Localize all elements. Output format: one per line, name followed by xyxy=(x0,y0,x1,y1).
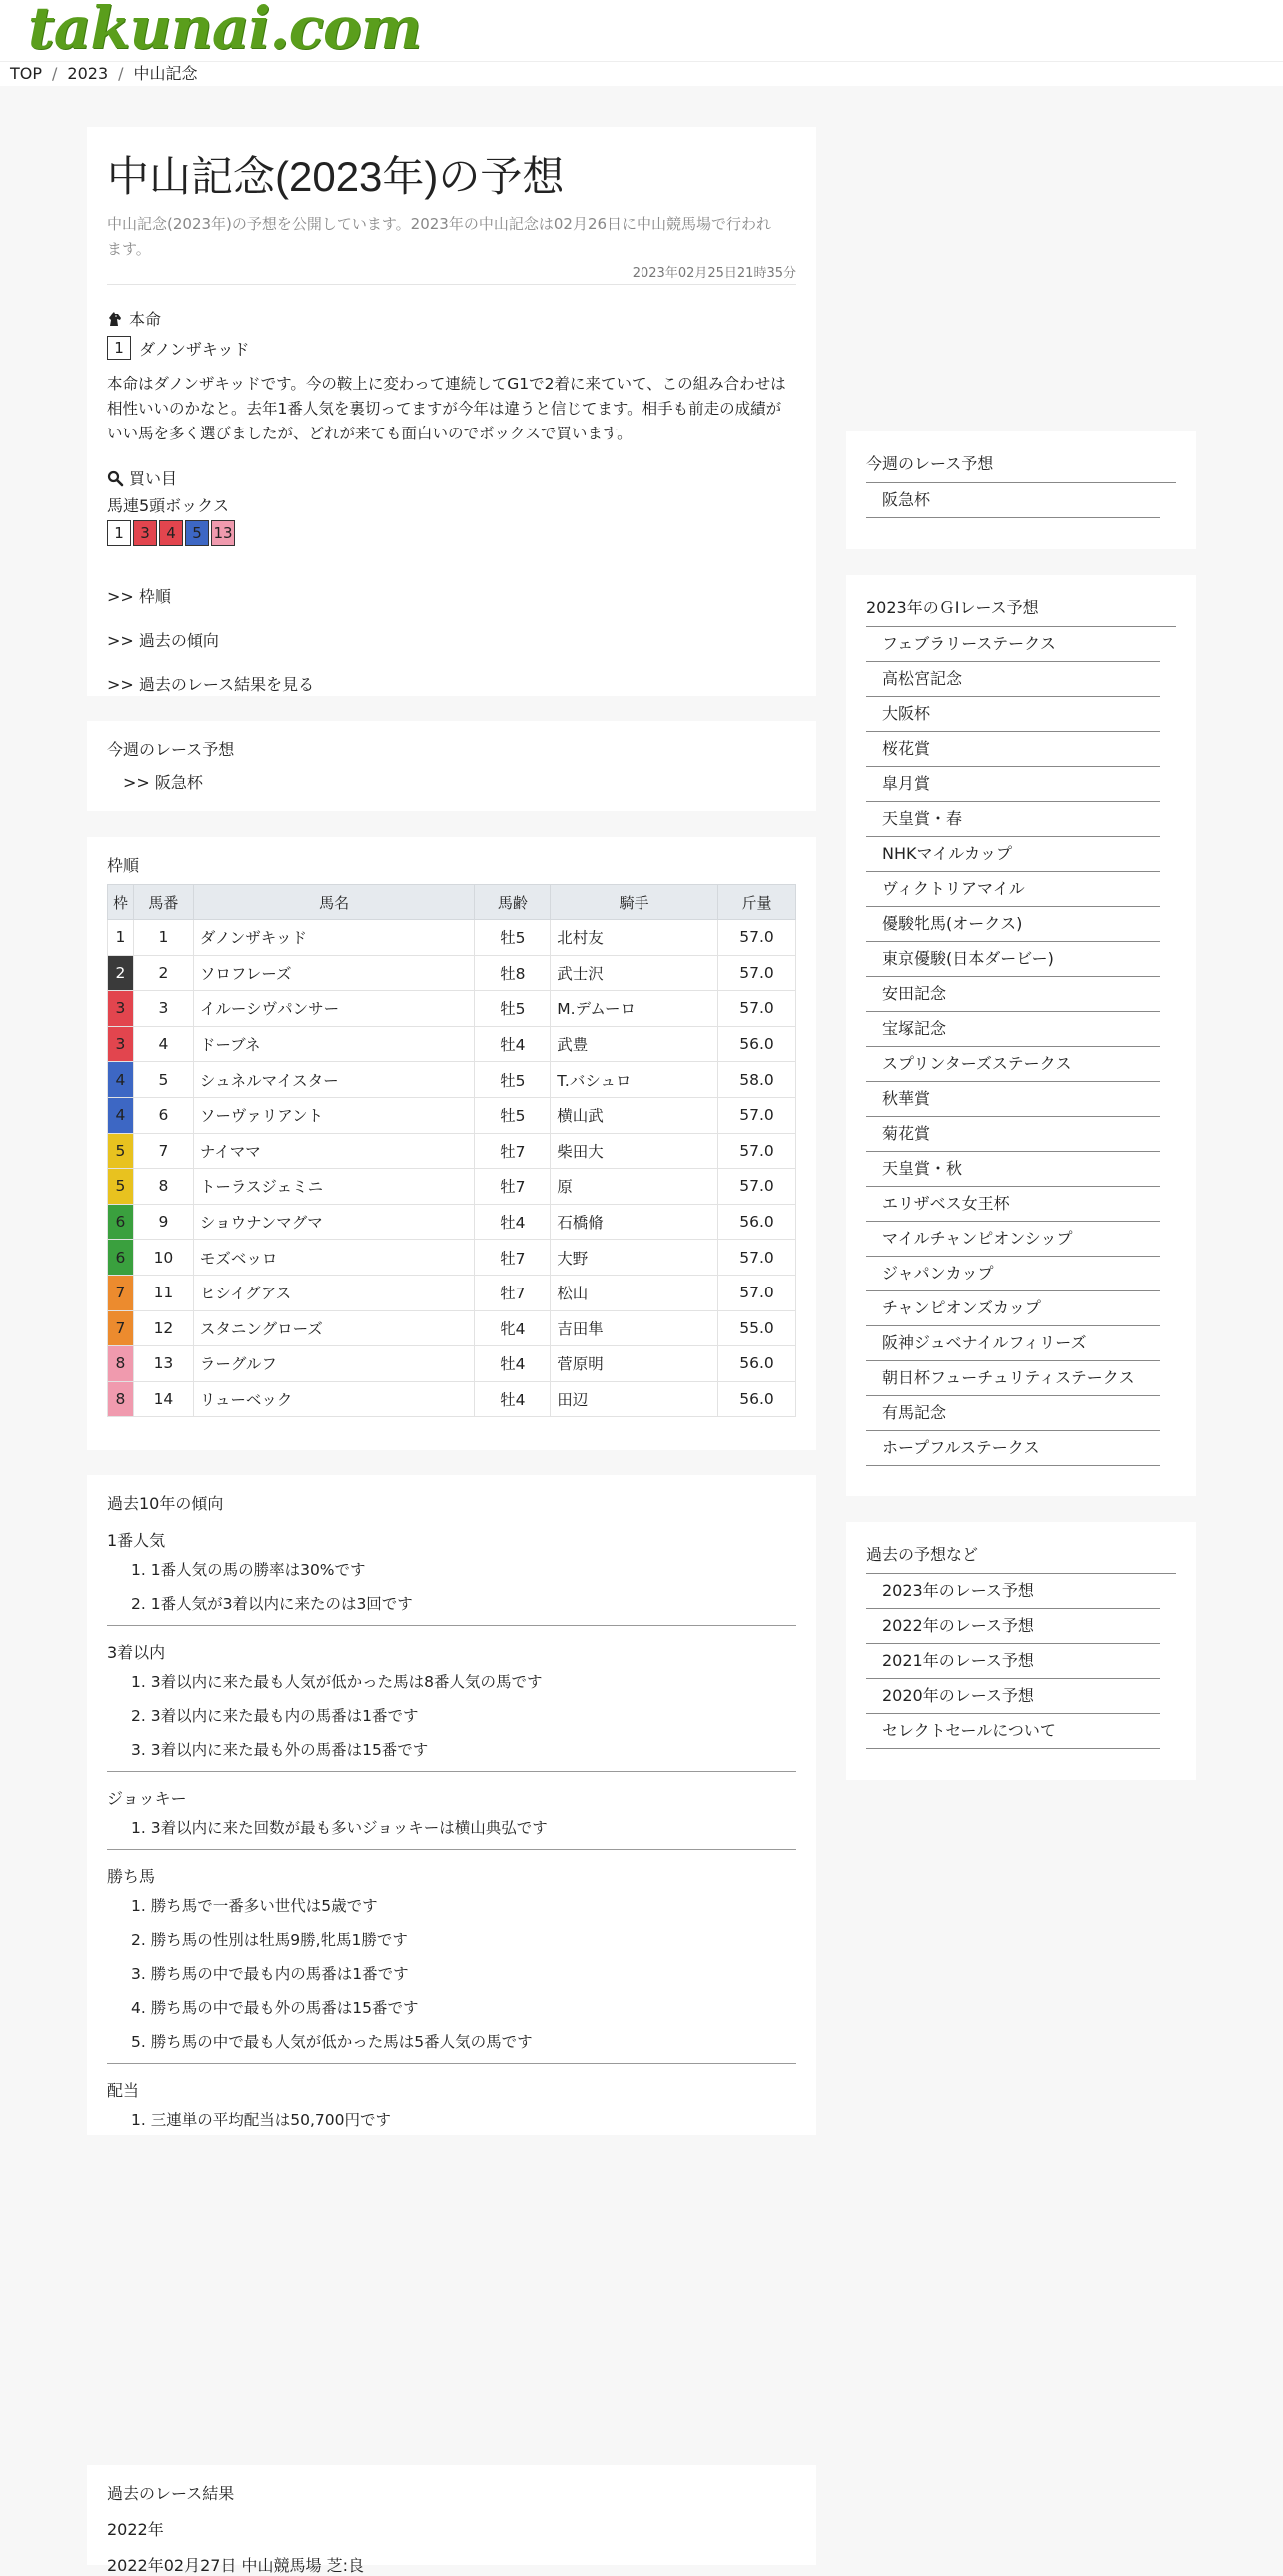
prediction-comment: 本命はダノンザキッドです。今の鞍上に変わって連続してG1で2着に来ていて、この組み合わせは相性いいのかなと。去年1番人気を裏切ってますが今年は違うと信じてます。相手も前走の成績がいい馬を多く選びましたが、どれが来ても面白いのでボックスで買います。 xyxy=(107,375,786,442)
results-year: 2022年 xyxy=(107,2520,164,2539)
table-row xyxy=(108,1026,796,1062)
sidebar-weekly xyxy=(846,431,1196,549)
weight-cell: 56.0 xyxy=(718,1346,796,1382)
weight-cell: 58.0 xyxy=(718,1062,796,1098)
waku-cell: 8 xyxy=(108,1381,134,1417)
trend-item: 1. 1番人気の馬の勝率は30%です xyxy=(131,1561,366,1579)
weight-cell: 57.0 xyxy=(718,920,796,956)
trend-item: 1. 3着以内に来た最も人気が低かった馬は8番人気の馬です xyxy=(131,1673,543,1691)
horse-name-cell: ダノンザキッド xyxy=(193,920,475,956)
jockey-cell: T.バシュロ xyxy=(551,1062,718,1098)
umaban-cell: 13 xyxy=(133,1346,193,1382)
umaban-cell: 6 xyxy=(133,1097,193,1133)
age-cell: 牡7 xyxy=(475,1169,551,1205)
table-row xyxy=(108,1346,796,1382)
horse-name-cell: モズベッロ xyxy=(193,1240,475,1276)
sidebar-g1-title: 2023年のＧⅠレース予想 xyxy=(866,595,1176,627)
weight-cell: 56.0 xyxy=(718,1026,796,1062)
trend-item: 1. 3着以内に来た回数が最も多いジョッキーは横山典弘です xyxy=(131,1819,548,1837)
waku-cell: 8 xyxy=(108,1346,134,1382)
horse-name-cell: ナイママ xyxy=(193,1133,475,1169)
weight-cell: 55.0 xyxy=(718,1310,796,1346)
table-row xyxy=(108,1133,796,1169)
trend-title: 過去10年の傾向 xyxy=(107,1494,224,1513)
breadcrumb-current: 中山記念 xyxy=(133,64,198,83)
col-umaban: 馬番 xyxy=(133,885,193,920)
sidebar-weekly-title: 今週のレース予想 xyxy=(866,451,1176,483)
article-links xyxy=(107,584,796,695)
jockey-cell: 北村友 xyxy=(551,920,718,956)
sidebar-g1-link[interactable]: エリザベス女王杯 xyxy=(866,1187,1160,1222)
breadcrumb-separator: / xyxy=(52,64,58,83)
sidebar-g1-link[interactable]: 桜花賞 xyxy=(866,732,1160,767)
results-title: 過去のレース結果 xyxy=(107,2484,235,2503)
sidebar-g1-link[interactable]: 安田記念 xyxy=(866,977,1160,1012)
umaban-cell: 5 xyxy=(133,1062,193,1098)
sidebar-g1-link[interactable]: 大阪杯 xyxy=(866,697,1160,732)
sidebar-g1-link[interactable]: 秋華賞 xyxy=(866,1082,1160,1117)
horse-name-cell: ソロフレーズ xyxy=(193,955,475,991)
sidebar-g1-link[interactable]: 有馬記念 xyxy=(866,1396,1160,1431)
sidebar-g1-link[interactable]: 阪神ジュベナイルフィリーズ xyxy=(866,1326,1160,1361)
table-row xyxy=(108,1381,796,1417)
jockey-cell: 菅原明 xyxy=(551,1346,718,1382)
sidebar-past-link[interactable]: 2021年のレース予想 xyxy=(866,1644,1160,1679)
publish-date: 2023年02月25日21時35分 xyxy=(107,262,796,285)
jockey-cell: 大野 xyxy=(551,1240,718,1276)
sidebar-past-link[interactable]: 2022年のレース予想 xyxy=(866,1609,1160,1644)
trend-item: 2. 勝ち馬の性別は牡馬9勝,牝馬1勝です xyxy=(131,1931,408,1949)
sidebar-g1-link[interactable]: スプリンターズステークス xyxy=(866,1047,1160,1082)
search-icon xyxy=(107,470,123,486)
waku-cell: 3 xyxy=(108,1026,134,1062)
table-row xyxy=(108,1310,796,1346)
col-age: 馬齢 xyxy=(475,885,551,920)
sidebar-g1-link[interactable]: チャンピオンズカップ xyxy=(866,1291,1160,1326)
sidebar-g1-link[interactable]: 東京優駿(日本ダービー) xyxy=(866,942,1160,977)
horse-name-cell: イルーシヴパンサー xyxy=(193,991,475,1027)
weight-cell: 57.0 xyxy=(718,991,796,1027)
age-cell: 牡4 xyxy=(475,1381,551,1417)
waku-cell: 6 xyxy=(108,1204,134,1240)
jockey-cell: 武豊 xyxy=(551,1026,718,1062)
bet-number-box: 3 xyxy=(133,520,157,546)
sidebar-g1-link[interactable]: NHKマイルカップ xyxy=(866,837,1160,872)
jockey-cell: 田辺 xyxy=(551,1381,718,1417)
honmei-label: 本命 xyxy=(129,310,162,329)
sidebar-g1-link[interactable]: マイルチャンピオンシップ xyxy=(866,1222,1160,1257)
col-horse-name: 馬名 xyxy=(193,885,475,920)
table-row xyxy=(108,955,796,991)
weight-cell: 57.0 xyxy=(718,1133,796,1169)
breadcrumb-year[interactable]: 2023 xyxy=(67,64,109,83)
sidebar-g1-link[interactable]: 菊花賞 xyxy=(866,1117,1160,1152)
bet-numbers xyxy=(107,520,796,546)
umaban-cell: 12 xyxy=(133,1310,193,1346)
entries-table xyxy=(107,884,796,1417)
horse-name-cell: シュネルマイスター xyxy=(193,1062,475,1098)
kaime-label: 買い目 xyxy=(129,469,178,488)
age-cell: 牡7 xyxy=(475,1133,551,1169)
waku-cell: 7 xyxy=(108,1275,134,1310)
trend-group-title: 1番人気 xyxy=(107,1531,166,1550)
sidebar-past-link[interactable]: セレクトセールについて xyxy=(866,1714,1160,1749)
link-wakujun[interactable]: >> 枠順 xyxy=(107,587,171,606)
results-race-info: 2022年02月27日 中山競馬場 芝:良 xyxy=(107,2556,365,2575)
jockey-cell: 石橋脩 xyxy=(551,1204,718,1240)
trend-group xyxy=(107,1786,796,1850)
horse-icon xyxy=(107,311,123,327)
bet-type: 馬連5頭ボックス xyxy=(107,496,230,515)
trend-group-title: ジョッキー xyxy=(107,1789,187,1808)
horse-name-cell: ショウナンマグマ xyxy=(193,1204,475,1240)
sidebar-g1-link[interactable]: 優駿牝馬(オークス) xyxy=(866,907,1160,942)
col-jockey: 騎手 xyxy=(551,885,718,920)
trend-item: 1. 三連単の平均配当は50,700円です xyxy=(131,2111,391,2129)
trend-group-title: 勝ち馬 xyxy=(107,1867,156,1886)
horse-number-box: 1 xyxy=(107,336,131,360)
trend-item: 2. 1番人気が3着以内に来たのは3回です xyxy=(131,1595,413,1613)
sidebar-g1-link[interactable]: 天皇賞・秋 xyxy=(866,1152,1160,1187)
waku-cell: 3 xyxy=(108,991,134,1027)
sidebar-past-title: 過去の予想など xyxy=(866,1542,1176,1574)
weight-cell: 57.0 xyxy=(718,1275,796,1310)
weight-cell: 56.0 xyxy=(718,1204,796,1240)
weekly-races-card xyxy=(87,721,816,811)
bet-number-box: 5 xyxy=(185,520,209,546)
umaban-cell: 3 xyxy=(133,991,193,1027)
weight-cell: 57.0 xyxy=(718,1097,796,1133)
age-cell: 牡5 xyxy=(475,991,551,1027)
weekly-title: 今週のレース予想 xyxy=(107,740,235,759)
sidebar-g1-link[interactable]: 皐月賞 xyxy=(866,767,1160,802)
umaban-cell: 8 xyxy=(133,1169,193,1205)
age-cell: 牡5 xyxy=(475,1062,551,1098)
waku-cell: 4 xyxy=(108,1097,134,1133)
bet-number-box: 13 xyxy=(211,520,235,546)
umaban-cell: 14 xyxy=(133,1381,193,1417)
prediction-article xyxy=(87,127,816,696)
weight-cell: 57.0 xyxy=(718,955,796,991)
age-cell: 牡8 xyxy=(475,955,551,991)
trend-item: 1. 勝ち馬で一番多い世代は5歳です xyxy=(131,1897,378,1915)
wakujun-title: 枠順 xyxy=(107,856,140,875)
umaban-cell: 4 xyxy=(133,1026,193,1062)
trend-group xyxy=(107,1864,796,2064)
sidebar-g1-link[interactable]: ヴィクトリアマイル xyxy=(866,872,1160,907)
horse-name-cell: スタニングローズ xyxy=(193,1310,475,1346)
kaime-heading xyxy=(107,466,796,489)
horse-name-cell: ヒシイグアス xyxy=(193,1275,475,1310)
wakujun-card xyxy=(87,837,816,1450)
age-cell: 牡5 xyxy=(475,920,551,956)
honmei-horse xyxy=(107,336,796,360)
trend-item: 3. 3着以内に来た最も外の馬番は15番です xyxy=(131,1741,429,1759)
age-cell: 牡4 xyxy=(475,1026,551,1062)
trend-item: 3. 勝ち馬の中で最も内の馬番は1番です xyxy=(131,1965,409,1983)
sidebar-g1-link[interactable]: ジャパンカップ xyxy=(866,1257,1160,1291)
jockey-cell: 柴田大 xyxy=(551,1133,718,1169)
umaban-cell: 9 xyxy=(133,1204,193,1240)
site-header xyxy=(0,0,1283,62)
sidebar-past xyxy=(846,1522,1196,1780)
age-cell: 牡4 xyxy=(475,1204,551,1240)
umaban-cell: 7 xyxy=(133,1133,193,1169)
sidebar-past-link[interactable]: 2020年のレース予想 xyxy=(866,1679,1160,1714)
weight-cell: 57.0 xyxy=(718,1240,796,1276)
breadcrumb-top[interactable]: TOP xyxy=(10,64,43,83)
trend-item: 2. 3着以内に来た最も内の馬番は1番です xyxy=(131,1707,419,1725)
sidebar-g1-link[interactable]: フェブラリーステークス xyxy=(866,627,1160,662)
table-row xyxy=(108,1240,796,1276)
sidebar-g1-link[interactable]: 朝日杯フューチュリティステークス xyxy=(866,1361,1160,1396)
trend-group xyxy=(107,2078,796,2141)
weight-cell: 57.0 xyxy=(718,1169,796,1205)
jockey-cell: M.デムーロ xyxy=(551,991,718,1027)
sidebar-g1-link[interactable]: 宝塚記念 xyxy=(866,1012,1160,1047)
sidebar-g1-link[interactable]: ホープフルステークス xyxy=(866,1431,1160,1466)
waku-cell: 7 xyxy=(108,1310,134,1346)
table-row xyxy=(108,1169,796,1205)
age-cell: 牡4 xyxy=(475,1346,551,1382)
waku-cell: 2 xyxy=(108,955,134,991)
article-lead: 中山記念(2023年)の予想を公開しています。2023年の中山記念は02月26日に中山競馬場で行われます。 xyxy=(107,215,772,258)
umaban-cell: 1 xyxy=(133,920,193,956)
bet-number-box: 4 xyxy=(159,520,183,546)
table-row xyxy=(108,1275,796,1310)
table-row xyxy=(108,1097,796,1133)
sidebar-g1-link[interactable]: 天皇賞・春 xyxy=(866,802,1160,837)
age-cell: 牡7 xyxy=(475,1240,551,1276)
table-row xyxy=(108,991,796,1027)
col-weight: 斤量 xyxy=(718,885,796,920)
trend-item: 5. 勝ち馬の中で最も人気が低かった馬は5番人気の馬です xyxy=(131,2033,533,2051)
umaban-cell: 10 xyxy=(133,1240,193,1276)
page-title: 中山記念(2023年)の予想 xyxy=(107,153,565,200)
age-cell: 牡7 xyxy=(475,1275,551,1310)
age-cell: 牡5 xyxy=(475,1097,551,1133)
link-past-results[interactable]: >> 過去のレース結果を見る xyxy=(107,675,315,694)
past-trend-card xyxy=(87,1475,816,2135)
site-logo[interactable]: takunai.com xyxy=(28,0,422,62)
honmei-heading xyxy=(107,307,796,330)
umaban-cell: 2 xyxy=(133,955,193,991)
col-waku: 枠 xyxy=(108,885,134,920)
trend-group xyxy=(107,1528,796,1626)
horse-name-cell: ドーブネ xyxy=(193,1026,475,1062)
honmei-horse-name: ダノンザキッド xyxy=(139,339,250,359)
waku-cell: 6 xyxy=(108,1240,134,1276)
trend-group-title: 配当 xyxy=(107,2081,140,2100)
waku-cell: 4 xyxy=(108,1062,134,1098)
trend-item: 4. 勝ち馬の中で最も外の馬番は15番です xyxy=(131,1999,419,2017)
jockey-cell: 松山 xyxy=(551,1275,718,1310)
breadcrumb xyxy=(0,62,1283,86)
trend-group-title: 3着以内 xyxy=(107,1643,166,1662)
bet-number-box: 1 xyxy=(107,520,131,546)
table-row xyxy=(108,1062,796,1098)
sidebar-g1-link[interactable]: 高松宮記念 xyxy=(866,662,1160,697)
jockey-cell: 原 xyxy=(551,1169,718,1205)
weekly-race-link[interactable]: >> 阪急杯 xyxy=(123,773,203,792)
age-cell: 牝4 xyxy=(475,1310,551,1346)
umaban-cell: 11 xyxy=(133,1275,193,1310)
past-results-card xyxy=(87,2465,816,2575)
horse-name-cell: ソーヴァリアント xyxy=(193,1097,475,1133)
table-row xyxy=(108,1204,796,1240)
sidebar-g1 xyxy=(846,575,1196,1496)
waku-cell: 5 xyxy=(108,1133,134,1169)
jockey-cell: 武士沢 xyxy=(551,955,718,991)
waku-cell: 1 xyxy=(108,920,134,956)
breadcrumb-separator: / xyxy=(118,64,124,83)
table-row xyxy=(108,920,796,956)
jockey-cell: 吉田隼 xyxy=(551,1310,718,1346)
sidebar-weekly-link[interactable]: 阪急杯 xyxy=(866,483,1160,518)
link-past-trend[interactable]: >> 過去の傾向 xyxy=(107,631,219,650)
waku-cell: 5 xyxy=(108,1169,134,1205)
jockey-cell: 横山武 xyxy=(551,1097,718,1133)
weight-cell: 56.0 xyxy=(718,1381,796,1417)
sidebar-past-link[interactable]: 2023年のレース予想 xyxy=(866,1574,1160,1609)
horse-name-cell: ラーグルフ xyxy=(193,1346,475,1382)
horse-name-cell: トーラスジェミニ xyxy=(193,1169,475,1205)
trend-group xyxy=(107,1640,796,1772)
horse-name-cell: リューベック xyxy=(193,1381,475,1417)
